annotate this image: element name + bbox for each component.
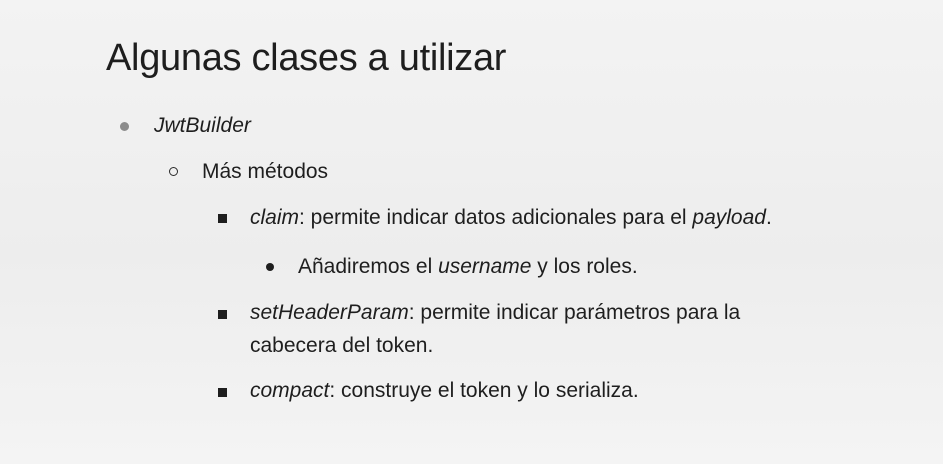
setheaderparam-name: setHeaderParam xyxy=(250,301,409,324)
slide-title: Algunas clases a utilizar xyxy=(106,37,507,79)
compact-bullet xyxy=(218,388,227,397)
level4-text-end: y los roles. xyxy=(531,255,638,278)
claim-name: claim xyxy=(250,206,300,229)
level4-text-start: Añadiremos el xyxy=(298,255,439,278)
compact-item xyxy=(250,375,639,407)
setheaderparam-desc-line1: : permite indicar parámetros para la xyxy=(408,301,741,324)
payload-emphasis: payload xyxy=(692,206,766,229)
level4-item xyxy=(298,251,638,283)
claim-bullet xyxy=(218,214,227,223)
level2-bullet xyxy=(169,167,178,176)
jwtbuilder-label: JwtBuilder xyxy=(154,114,251,137)
claim-item xyxy=(250,202,772,234)
setheaderparam-desc-line2: cabecera del token. xyxy=(250,334,434,357)
level2-item xyxy=(202,156,328,188)
level1-bullet xyxy=(120,122,129,131)
level1-item xyxy=(154,110,251,142)
mas-metodos-label: Más métodos xyxy=(202,160,329,183)
setheaderparam-bullet xyxy=(218,310,227,319)
compact-desc: : construye el token y lo serializa. xyxy=(329,379,639,402)
username-emphasis: username xyxy=(438,255,532,278)
setheaderparam-item xyxy=(250,297,740,329)
level4-bullet xyxy=(266,263,274,271)
compact-name: compact xyxy=(250,379,330,402)
claim-desc: : permite indicar datos adicionales para el xyxy=(299,206,693,229)
setheaderparam-item-cont xyxy=(250,330,433,362)
claim-end: . xyxy=(765,206,772,229)
